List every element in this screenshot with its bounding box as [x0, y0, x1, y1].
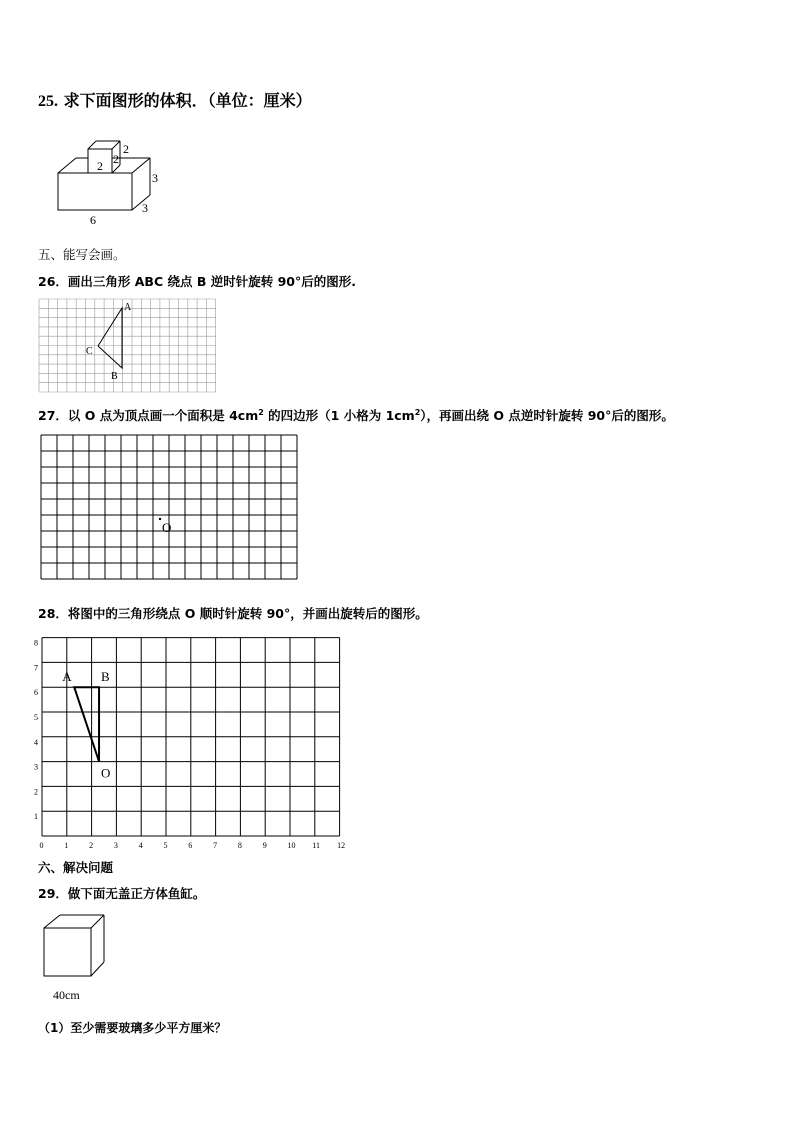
label-a: A — [62, 669, 72, 685]
y-tick-label: 8 — [34, 638, 38, 648]
triangle-abo — [74, 687, 99, 761]
y-tick-label: 3 — [34, 762, 38, 772]
small-cube-edge — [112, 141, 120, 149]
x-tick-label: 6 — [188, 841, 193, 850]
x-tick-label: 2 — [89, 841, 94, 850]
big-box-height-label: 3 — [152, 171, 158, 185]
label-b: B — [101, 669, 110, 685]
x-tick-label: 12 — [337, 841, 346, 850]
x-tick-label: 11 — [312, 841, 321, 850]
label-b: B — [111, 371, 118, 382]
small-cube-edge — [88, 141, 96, 149]
big-box-front — [58, 173, 132, 210]
q27-grid-figure — [38, 432, 302, 592]
x-tick-label: 4 — [138, 841, 143, 850]
q26-title — [38, 272, 356, 290]
q27-title — [38, 406, 674, 424]
x-tick-label: 0 — [39, 841, 44, 850]
cube-edge — [44, 915, 60, 928]
label-a: A — [124, 302, 132, 313]
y-tick-label: 1 — [34, 812, 38, 822]
point-o — [159, 518, 161, 520]
section6-title: 六、解决问题 — [38, 860, 114, 875]
x-tick-label: 3 — [113, 841, 118, 850]
q28-tick-labels — [34, 639, 345, 850]
y-tick-label: 7 — [34, 663, 38, 673]
y-tick-label: 6 — [34, 688, 38, 698]
q29-title — [38, 884, 205, 902]
q29-text: 做下面无盖正方体鱼缸。 — [67, 886, 206, 901]
small-cube-edge — [112, 165, 120, 173]
q28-grid-figure — [34, 632, 359, 852]
q26-grid-figure — [38, 298, 218, 394]
q29-subquestion-1: （1）至少需要玻璃多少平方厘米？ — [38, 1021, 227, 1035]
q27-number: 27． — [38, 408, 68, 423]
cube-front — [44, 928, 91, 976]
label-o: O — [162, 520, 172, 535]
q27-text-1: 以 O 点为顶点画一个面积是 4cm — [67, 408, 259, 423]
big-box-length-label: 6 — [90, 213, 96, 227]
q28-grid — [42, 638, 340, 836]
cube-edge — [91, 962, 104, 976]
q27-sup-2: 2 — [414, 407, 421, 417]
small-cube-front-label: 2 — [97, 159, 103, 173]
label-c: C — [86, 346, 93, 357]
q27-sup-1: 2 — [258, 407, 264, 417]
big-box-edge — [132, 158, 150, 173]
x-tick-label: 7 — [213, 841, 218, 850]
y-tick-label: 5 — [34, 713, 38, 722]
label-o: O — [101, 765, 111, 781]
q25-text: 求下面图形的体积．（单位：厘米） — [63, 91, 312, 110]
x-tick-label: 9 — [262, 841, 267, 850]
q27-grid — [41, 435, 297, 579]
q25-title — [38, 88, 312, 111]
q26-text: 画出三角形 ABC 绕点 B 逆时针旋转 90°后的图形. — [67, 274, 356, 289]
y-tick-label: 4 — [34, 737, 38, 747]
x-tick-label: 8 — [237, 841, 242, 850]
q29-number: 29． — [38, 886, 68, 901]
y-tick-label: 2 — [34, 787, 38, 797]
small-cube-top-label: 2 — [123, 142, 129, 156]
x-tick-label: 5 — [163, 841, 168, 850]
small-cube-side-label: 2 — [113, 152, 119, 166]
q28-number: 28． — [38, 606, 68, 621]
cube-edge — [91, 915, 104, 928]
big-box-depth-label: 3 — [142, 201, 148, 215]
cube-length-label: 40cm — [53, 988, 80, 1002]
q25-number: 25. — [38, 93, 58, 110]
x-tick-label: 1 — [64, 841, 69, 850]
section5-title: 五、能写会画。 — [38, 247, 126, 262]
triangle-abc — [98, 308, 122, 368]
q29-cube-figure — [40, 912, 120, 984]
q28-title — [38, 604, 428, 622]
q28-text: 将图中的三角形绕点 O 顺时针旋转 90°，并画出旋转后的图形。 — [67, 606, 428, 621]
q27-text-3: ），再画出绕 O 点逆时针旋转 90°后的图形。 — [420, 408, 674, 423]
q25-figure — [50, 138, 180, 228]
big-box-edge — [58, 158, 76, 173]
q27-text-2: 的四边形（1 小格为 1cm — [263, 408, 415, 423]
x-tick-label: 10 — [287, 841, 296, 850]
q26-number: 26． — [38, 274, 68, 289]
